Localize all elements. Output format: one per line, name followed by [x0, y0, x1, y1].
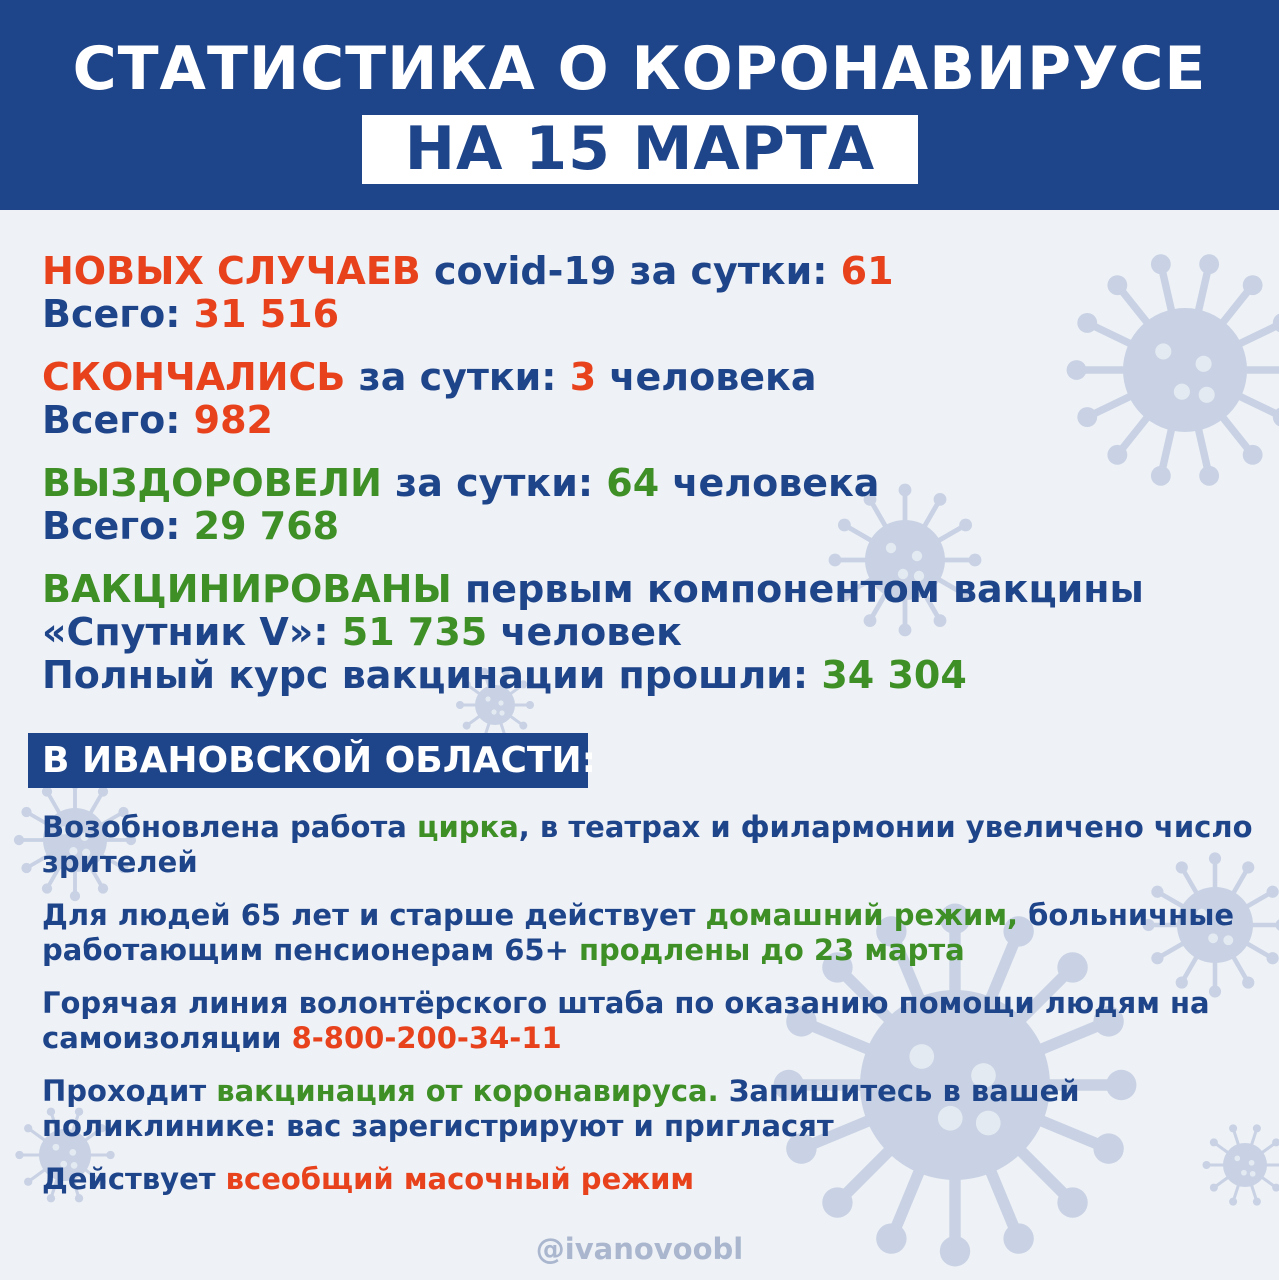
- full-course-line: [42, 654, 1242, 697]
- header-banner: [0, 0, 1279, 210]
- deaths-total: 982: [193, 398, 273, 442]
- region-title: В ИВАНОВСКОЙ ОБЛАСТИ:: [42, 740, 596, 781]
- vaccinated-line: [42, 568, 1242, 611]
- deaths-value: 3: [569, 355, 597, 399]
- full-course-text: Полный курс вакцинации прошли:: [42, 653, 822, 697]
- recovered-value: 64: [606, 461, 660, 505]
- note-home-regime: [42, 898, 1262, 968]
- new-cases-text: covid-19 за сутки:: [420, 249, 841, 293]
- new-cases-total-line: [42, 293, 1242, 336]
- note-text: Запишитесь в вашей поликлинике: вас зарегистрируют и пригласят: [42, 1074, 1080, 1143]
- note-mask-regime: [42, 1162, 1262, 1197]
- recovered-text: за сутки:: [381, 461, 607, 505]
- page-title: СТАТИСТИКА О КОРОНАВИРУСЕ: [72, 34, 1207, 104]
- note-circus: [42, 810, 1262, 880]
- note-text: , в театрах и филармонии увеличено число зрителей: [42, 810, 1253, 879]
- first-dose-value: 51 735: [341, 610, 488, 654]
- deaths-label: СКОНЧАЛИСЬ: [42, 355, 346, 399]
- note-text: Проходит: [42, 1074, 217, 1108]
- date-box: [362, 115, 918, 184]
- date-label: НА 15 МАРТА: [404, 114, 876, 184]
- note-highlight: продлены до 23 марта: [579, 933, 965, 967]
- deaths-unit: человека: [596, 355, 817, 399]
- note-text: больничные работающим пенсионерам 65+: [42, 898, 1235, 967]
- full-course-value: 34 304: [821, 653, 967, 697]
- vaccinated-text: первым компонентом вакцины: [451, 567, 1144, 611]
- recovered-total: 29 768: [193, 504, 340, 548]
- region-notes: [42, 810, 1262, 1215]
- note-highlight: домашний режим,: [705, 898, 1019, 932]
- first-dose-unit: человек: [487, 610, 682, 654]
- total-label: Всего:: [42, 504, 194, 548]
- note-highlight: вакцинация от коронавируса.: [216, 1074, 719, 1108]
- social-handle: @ivanovoobl: [535, 1232, 744, 1266]
- new-cases-label: НОВЫХ СЛУЧАЕВ: [42, 249, 421, 293]
- deaths-text: за сутки:: [345, 355, 570, 399]
- recovered-total-line: [42, 505, 1242, 548]
- note-hotline: [42, 986, 1262, 1056]
- new-cases-value: 61: [840, 249, 894, 293]
- total-label: Всего:: [42, 398, 194, 442]
- note-vaccination: [42, 1074, 1262, 1144]
- deaths-total-line: [42, 399, 1242, 442]
- region-heading: [28, 733, 596, 788]
- vaccine-name-text: «Спутник V»:: [42, 610, 342, 654]
- note-text: Для людей 65 лет и старше действует: [42, 898, 706, 932]
- note-text: Действует: [42, 1162, 226, 1196]
- vaccinated-first-dose-line: [42, 611, 1242, 654]
- hotline-number: 8-800-200-34-11: [291, 1021, 562, 1055]
- note-highlight: всеобщий масочный режим: [225, 1162, 695, 1196]
- total-label: Всего:: [42, 292, 194, 336]
- new-cases-line: [42, 250, 1242, 293]
- deaths-line: [42, 356, 1242, 399]
- note-text: Горячая линия волонтёрского штаба по оказанию помощи людям на самоизоляции: [42, 986, 1210, 1055]
- note-text: Возобновлена работа: [42, 810, 417, 844]
- vaccinated-label: ВАКЦИНИРОВАНЫ: [42, 567, 452, 611]
- recovered-label: ВЫЗДОРОВЕЛИ: [42, 461, 382, 505]
- note-highlight: цирка: [416, 810, 519, 844]
- recovered-unit: человека: [659, 461, 880, 505]
- statistics-block: [42, 250, 1242, 697]
- new-cases-total: 31 516: [193, 292, 340, 336]
- recovered-line: [42, 462, 1242, 505]
